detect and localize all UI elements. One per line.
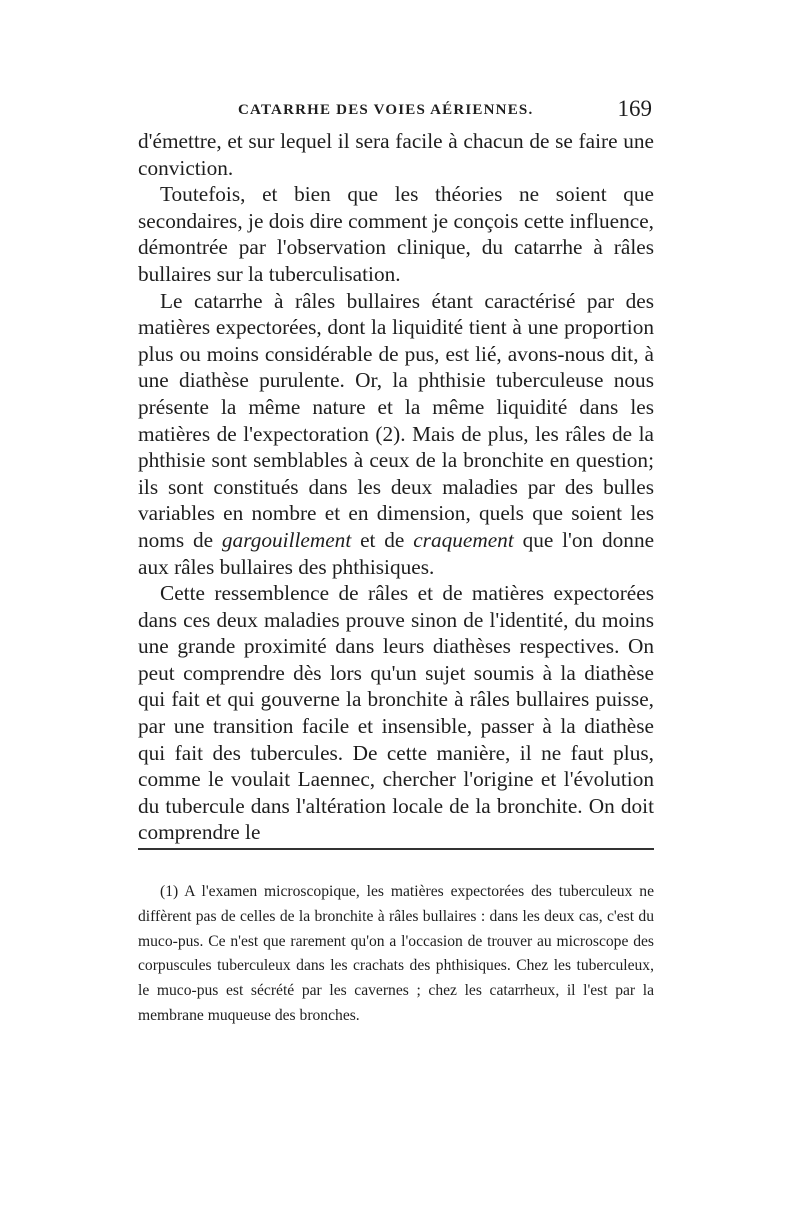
page-number: 169 <box>617 96 652 121</box>
main-text <box>138 128 654 846</box>
footnote-divider <box>138 848 654 850</box>
paragraph-3-text-b: et de <box>360 527 405 552</box>
paragraph-3 <box>138 288 654 581</box>
paragraph-4: Cette ressemblence de râles et de matières expectorées dans ces deux maladies prouve sinon de l'identité, du moins une grande proximité dans leurs diathèses respectives. On peut comprendre dès lors qu'un sujet soumis à la diathèse qui fait et qui gouverne la bronchite à râles bullaires puisse, par une transition facile et insensible, passer à la diathèse qui fait des tubercules. De cette manière, il ne faut plus, comme le voulait Laennec, chercher l'origine et l'évolution du tubercule dans l'altération locale de la bronchite. On doit comprendre le <box>138 581 654 845</box>
paragraph-3-text-c: que l'on donne aux râles bullaires des phthisiques. <box>138 527 655 579</box>
paragraph-2: Toutefois, et bien que les théories ne soient que secondaires, je dois dire comment je conçois cette influence, démontrée par l'observation clinique, du catarrhe à râles bullaires sur la tuberculisation. <box>138 182 654 286</box>
paragraph-1: d'émettre, et sur lequel il sera facile à chacun de se faire une conviction. <box>138 129 654 180</box>
running-title: CATARRHE DES VOIES AÉRIENNES. <box>238 102 534 118</box>
term-craquement: craquement <box>413 527 514 552</box>
paragraph-3-text-a: Le catarrhe à râles bullaires étant caractérisé par des matières expectorées, dont la liquidité tient à une proportion plus ou moins considérable de pus, est lié, avons-nous dit, à une diathèse purulente. Or, la phthisie tuberculeuse nous présente la même nature et la même liquidité dans les matières de l'expectoration (2). Mais de plus, les râles de la phthisie sont semblables à ceux de la bronchite en question; ils sont constitués dans les deux maladies par des bulles variables en nombre et en dimension, quels que soient les noms de <box>138 288 654 552</box>
term-gargouillement: gargouillement <box>221 527 352 552</box>
footnote <box>138 880 654 1029</box>
footnote-text: (1) A l'examen microscopique, les matières expectorées des tuberculeux ne diffèrent pas de celles de la bronchite à râles bullaires : dans les deux cas, c'est du muco-pus. Ce n'est que rarement qu'on a l'occasion de trouver au microscope des corpuscules tuberculeux dans les crachats des phthisiques. Chez les tuberculeux, le muco-pus est sécrété par les cavernes ; chez les catarrheux, il l'est par la membrane muqueuse des bronches. <box>138 883 654 1024</box>
page-header <box>138 96 658 126</box>
